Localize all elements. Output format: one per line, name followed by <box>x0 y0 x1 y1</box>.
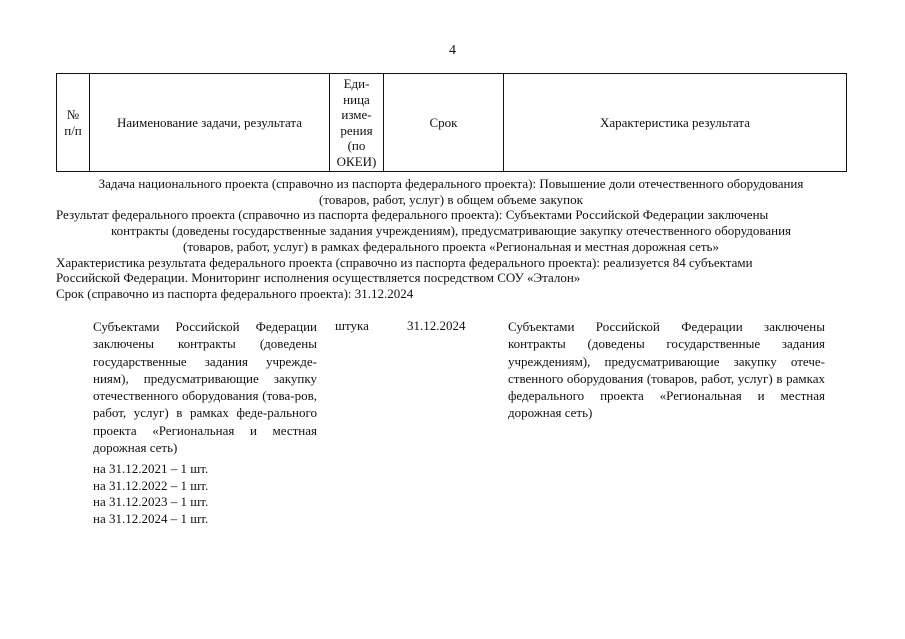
result-line-1: Результат федерального проекта (справочно из паспорта федерального проекта): Субъектами Российской Федерации заключены <box>56 207 769 223</box>
task-line-1: Задача национального проекта (справочно из паспорта федерального проекта): Повышение доли отечественного оборудования <box>98 176 804 191</box>
header-name: Наименование задачи, результата <box>90 74 330 172</box>
milestone-item: на 31.12.2021 – 1 шт. <box>93 461 209 476</box>
milestones-list <box>93 461 208 528</box>
row-result: Субъектами Российской Федерации заключены контракты (доведены государственные задания учрежде-ниям), предусматривающие закупку отечественного оборудования (това-ров, работ, услуг) в рамках феде-рального проекта «Региональная и местная дорожная сеть) <box>93 319 317 456</box>
header-row <box>57 74 847 172</box>
result-line-2: контракты (доведены государственные задания учреждениям), предусматривающие закупку отечественного оборудования <box>111 223 791 239</box>
char-line-1: Характеристика результата федерального проекта (справочно из паспорта федерального проекта): реализуется 84 субъектами <box>56 254 753 270</box>
header-num: № п/п <box>57 74 90 172</box>
header-characteristic: Характеристика результата <box>504 74 847 172</box>
header-deadline: Срок <box>384 74 504 172</box>
deadline-line: Срок (справочно из паспорта федерального проекта): 31.12.2024 <box>56 285 414 301</box>
header-unit: Еди-ница изме-рения (по ОКЕИ) <box>330 74 384 172</box>
milestone-item: на 31.12.2024 – 1 шт. <box>93 511 209 527</box>
result-line-3: (товаров, работ, услуг) в рамках федерального проекта «Региональная и местная дорожная сеть» <box>183 238 719 254</box>
row-unit: штука <box>335 318 369 333</box>
char-line-2: Российской Федерации. Мониторинг исполнения осуществляется посредством СОУ «Эталон» <box>56 270 581 286</box>
milestone-item: на 31.12.2023 – 1 шт. <box>93 494 209 510</box>
row-characteristic: Субъектами Российской Федерации заключены контракты (доведены государственные задания учреждениям), предусматривающие закупку отече-ственного оборудования (товаров, работ, услуг) в рамках федерального проекта «Региональная и местная дорожная сеть) <box>508 319 825 421</box>
milestone-item: на 31.12.2022 – 1 шт. <box>93 477 209 493</box>
header-table <box>56 73 847 172</box>
row-deadline: 31.12.2024 <box>407 318 466 333</box>
task-block <box>56 176 846 302</box>
task-line-2: (товаров, работ, услуг) в общем объеме закупок <box>319 191 583 207</box>
page-number: 4 <box>449 43 456 58</box>
